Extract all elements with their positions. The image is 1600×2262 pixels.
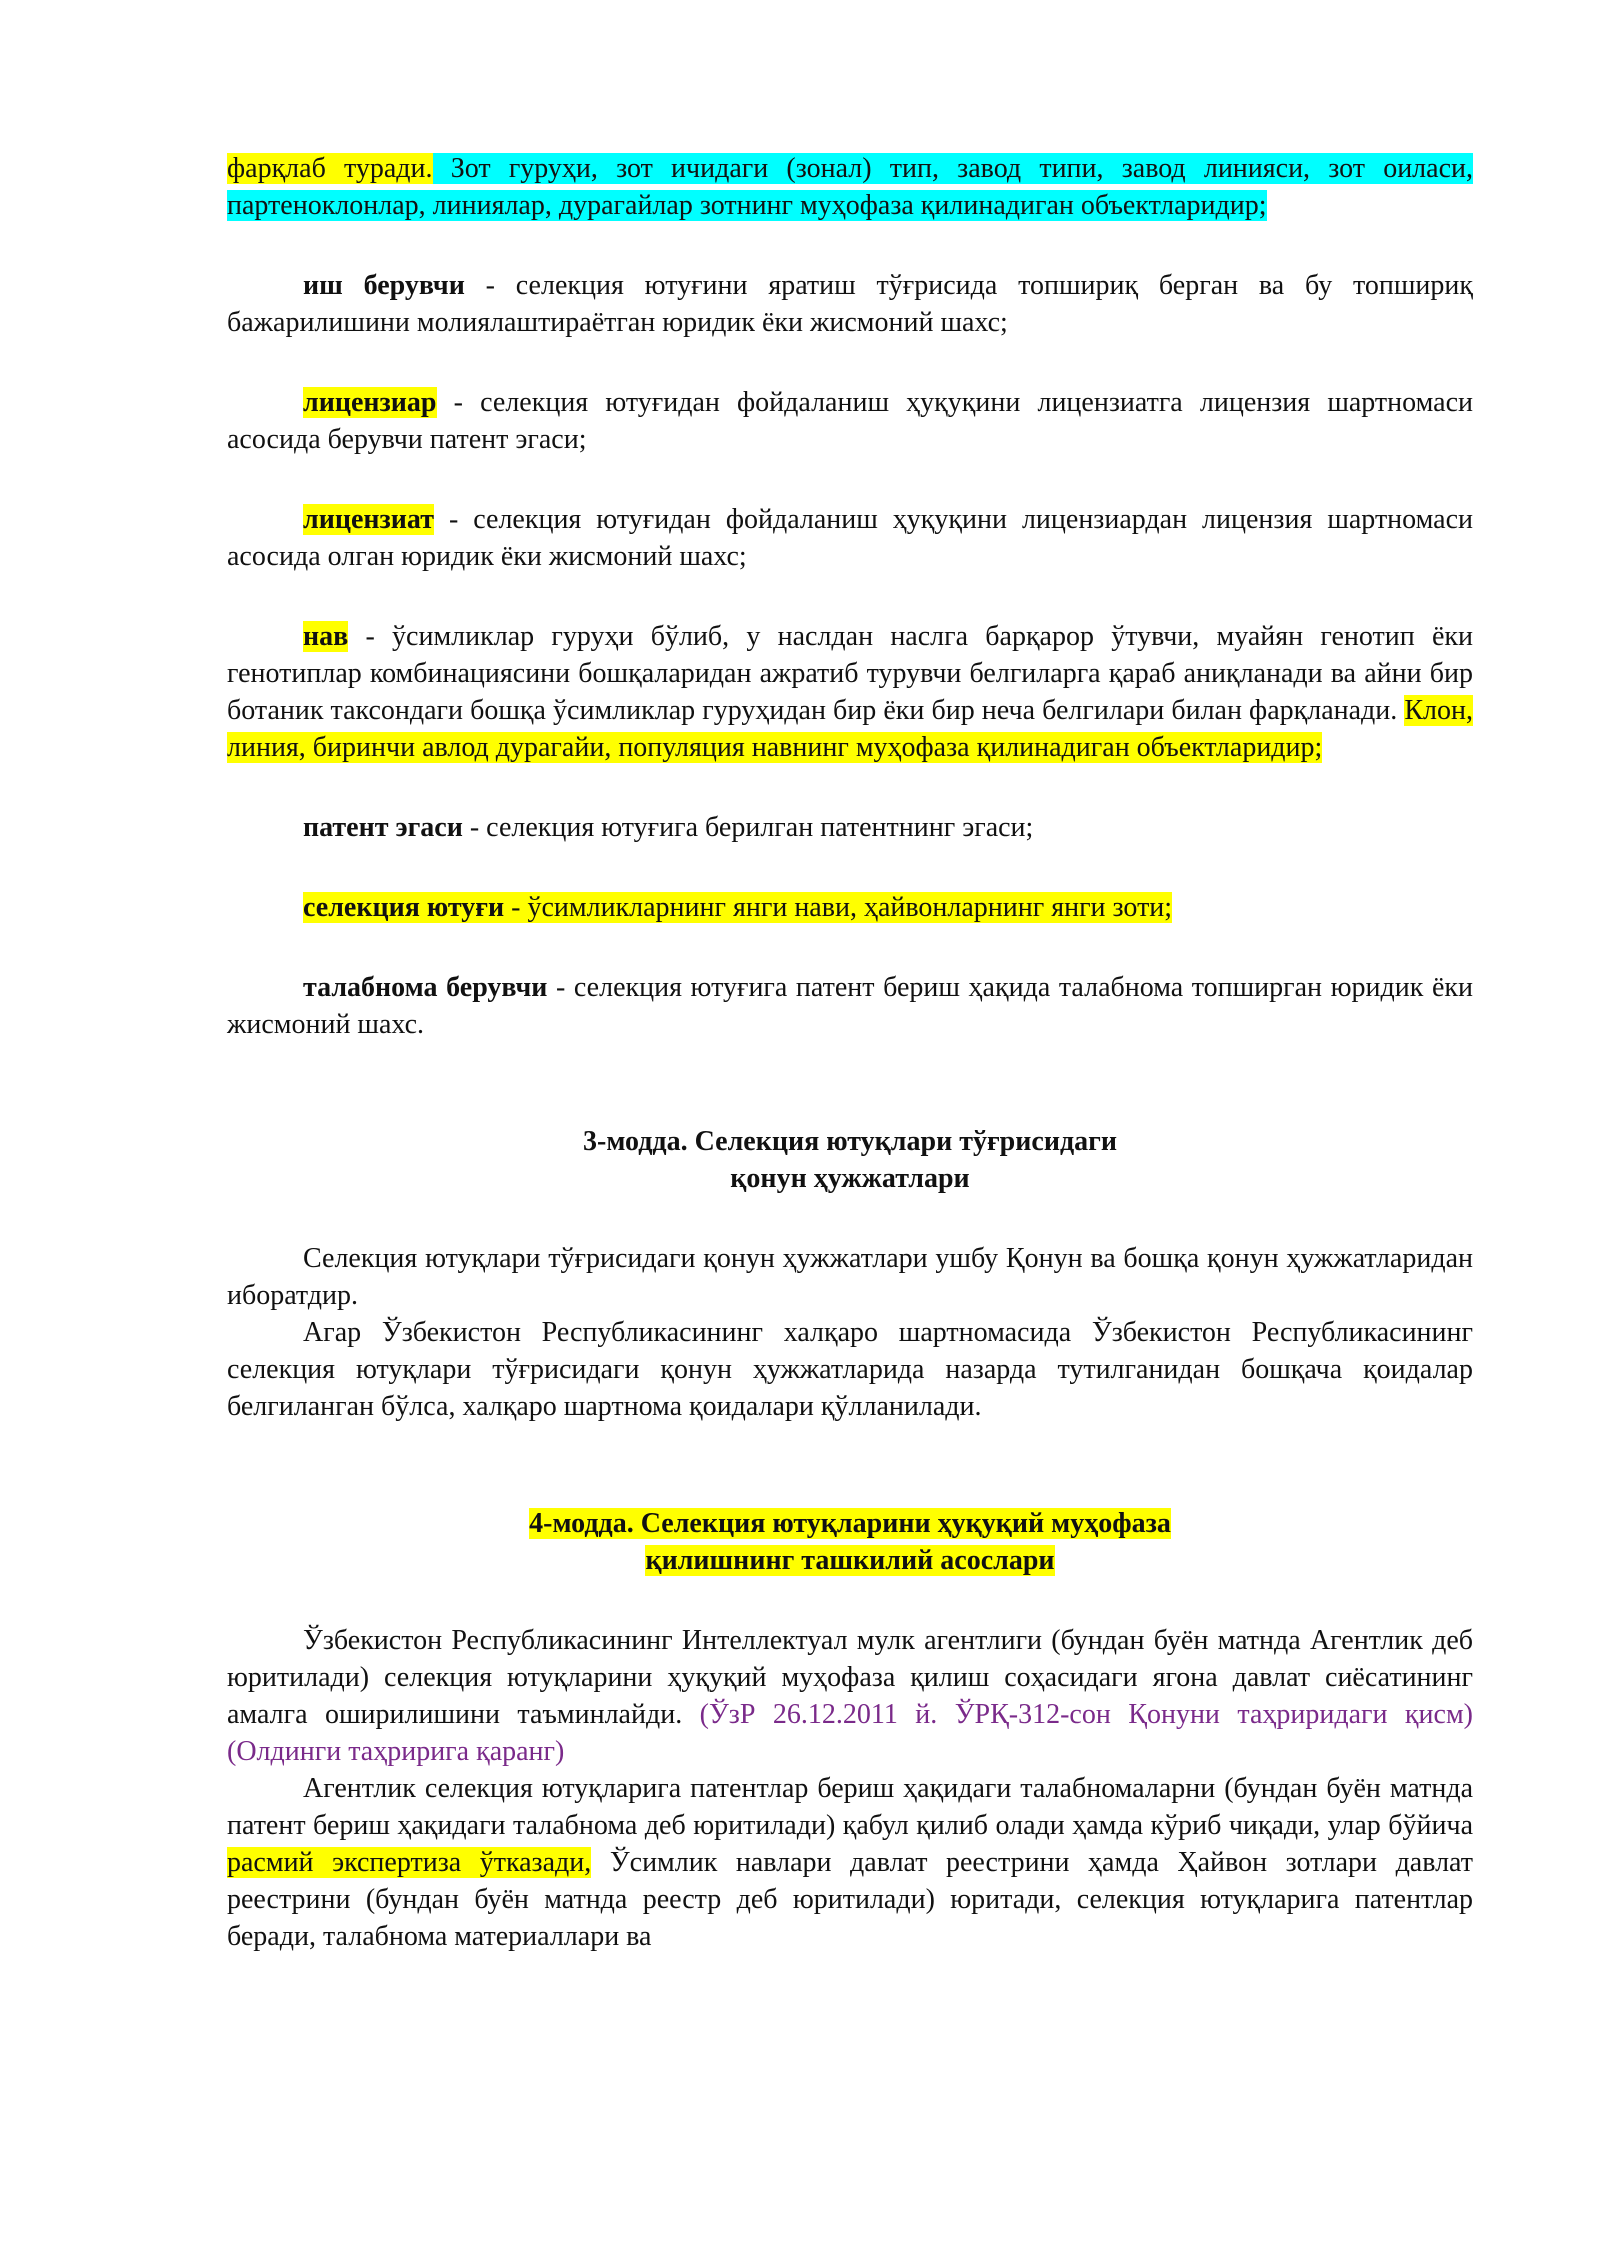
highlighted-text: расмий экспертиза ўтказади, [227, 1847, 592, 1878]
document-body [227, 150, 1473, 1955]
highlighted-text: Клон, линия, биринчи авлод дурагайи, популяция навнинг муҳофаза қилинадиган объектларидир; [227, 695, 1473, 763]
article-3-paragraph-1: Селекция ютуқлари тўғрисидаги қонун ҳужжатлари ушбу Қонун ва бошқа қонун ҳужжатларидан иборатдир. [227, 1243, 1473, 1311]
article-title-line [227, 1542, 1473, 1579]
article-4-paragraph-2 [227, 1770, 1473, 1955]
term: талабнома берувчи [303, 972, 548, 1003]
term: лицензиат [303, 504, 434, 535]
definition-licensor [227, 384, 1473, 458]
definition-applicant [227, 969, 1473, 1043]
term: нав [303, 621, 349, 652]
paragraph-text: Агентлик селекция ютуқларига патентлар бериш ҳақидаги талабномаларни (бундан буён матнда патент бериш ҳақидаги талабнома деб юритилади) қабул қилиб олади ҳамда кўриб чиқади, улар бўйича [227, 1773, 1473, 1841]
highlighted-heading: 4-модда. Селекция ютуқларини ҳуқуқий муҳофаза [529, 1508, 1171, 1539]
paragraph-intro [227, 150, 1473, 224]
definition-text: - селекция ютуғини яратиш тўғрисида топшириқ берган ва бу топшириқ бажарилишини молиялаштираётган юридик ёки жисмоний шахс; [227, 270, 1473, 338]
definition-employer [227, 267, 1473, 341]
definition-text: - селекция ютуғидан фойдаланиш ҳуқуқини лицензиардан лицензия шартномаси асосида олган юридик ёки жисмоний шахс; [227, 504, 1473, 572]
definition-text: - ўсимликлар гуруҳи бўлиб, у наслдан наслга барқарор ўтувчи, муайян генотип ёки генотиплар комбинациясини бошқаларидан ажратиб турувчи белгиларга қараб аниқланади ва айни бир ботаник таксондаги бошқа ўсимликлар гуруҳидан бир ёки бир неча белгилари билан фарқланади. [227, 621, 1473, 726]
term: селекция ютуғи [303, 892, 505, 923]
term: патент эгаси [303, 812, 463, 843]
paragraph-text: Ўзбекистон Республикасининг Интеллектуал мулк агентлиги (бундан буён матнда Агентлик деб юритилади) селекция ютуқларини ҳуқуқий муҳофаза қилиш соҳасидаги ягона давлат сиёсатининг амалга оширилишини таъминлайди. [227, 1625, 1473, 1730]
highlighted-text: фарқлаб туради. [227, 153, 433, 184]
term: иш берувчи [303, 270, 465, 301]
article-title-line: қонун ҳужжатлари [730, 1163, 970, 1194]
article-3-paragraph-2: Агар Ўзбекистон Республикасининг халқаро шартномасида Ўзбекистон Республикасининг селекция ютуқлари тўғрисидаги қонун ҳужжатларида назарда тутилганидан бошқача қоидалар белгиланган бўлса, халқаро шартнома қоидалари қўлланилади. [227, 1317, 1473, 1422]
paragraph-text: Ўсимлик навлари давлат реестрини ҳамда Ҳайвон зотлари давлат реестрини (бундан буён матнда реестр деб юритилади) юритади, селекция ютуқларига патентлар беради, талабнома материаллари ва [227, 1847, 1473, 1952]
article-title-line [227, 1505, 1473, 1542]
highlighted-heading: қилишнинг ташкилий асослари [645, 1545, 1055, 1576]
definition-licensee [227, 501, 1473, 575]
definition-text: - селекция ютуғига берилган патентнинг эгаси; [462, 812, 1034, 843]
definition-text: - ўсимликларнинг янги нави, ҳайвонларнинг янги зоти; [504, 892, 1173, 923]
term: лицензиар [303, 387, 437, 418]
highlighted-definition [303, 892, 1172, 923]
definition-text: - селекция ютуғидан фойдаланиш ҳуқуқини лицензиатга лицензия шартномаси асосида берувчи патент эгаси; [227, 387, 1473, 455]
article-4-paragraph-1 [227, 1622, 1473, 1770]
article-4-heading [227, 1505, 1473, 1579]
definition-patent-owner [227, 809, 1473, 846]
definition-variety [227, 618, 1473, 766]
article-title-line: 3-модда. Селекция ютуқлари тўғрисидаги [583, 1126, 1117, 1157]
highlighted-text-cyan: Зот гуруҳи, зот ичидаги (зонал) тип, завод типи, завод линияси, зот оиласи, партеноклонлар, линиялар, дурагайлар зотнинг муҳофаза қилинадиган объектларидир; [227, 153, 1473, 221]
amendment-link[interactable]: (ЎзР 26.12.2011 й. ЎРҚ-312-сон Қонуни таҳриридаги қисм) (Олдинги таҳририга қаранг) [227, 1699, 1473, 1767]
definition-text: - селекция ютуғига патент бериш ҳақида талабнома топширган юридик ёки жисмоний шахс. [227, 972, 1473, 1040]
article-3-heading [227, 1123, 1473, 1197]
definition-selection-achievement [227, 889, 1473, 926]
